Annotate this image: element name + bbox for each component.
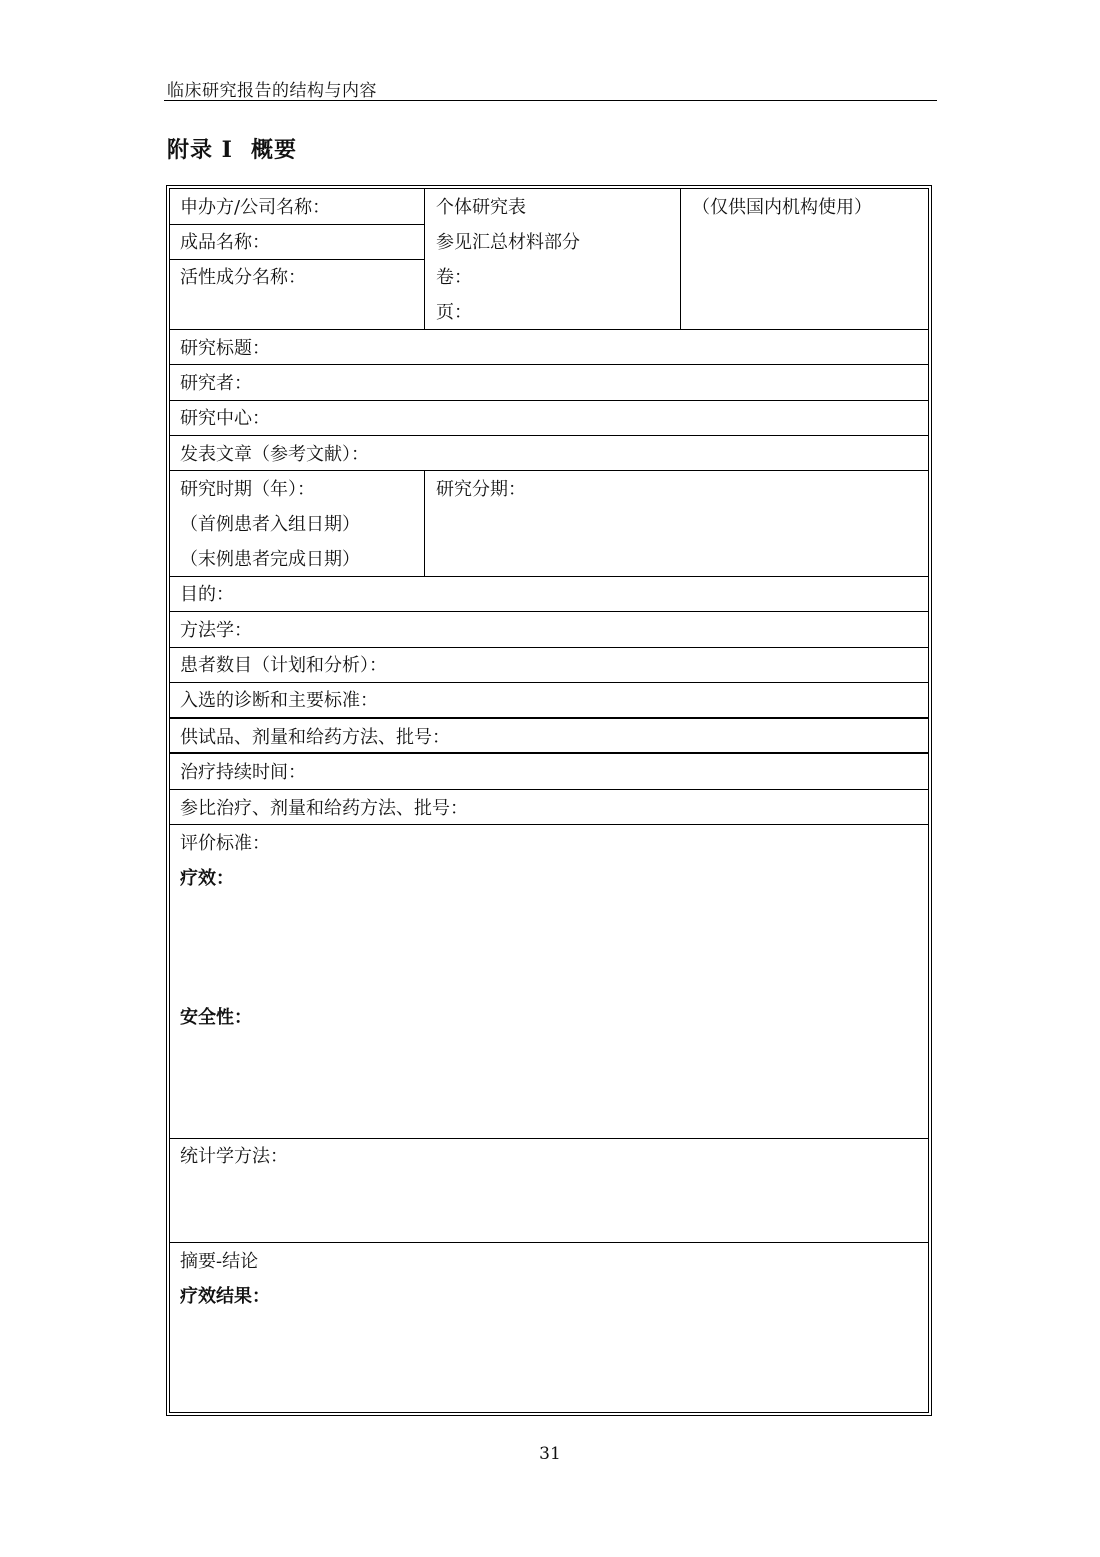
evaluation-label: 评价标准：: [180, 833, 270, 854]
row-divider: [170, 364, 928, 365]
row-divider: [170, 329, 928, 330]
last-patient-label: （末例患者完成日期）: [180, 549, 360, 570]
row-divider: [170, 1242, 928, 1243]
study-phase-label: 研究分期：: [436, 479, 526, 500]
volume-label: 卷：: [436, 267, 472, 288]
page-label: 页：: [436, 302, 472, 323]
section-title: [167, 133, 297, 164]
row-divider: [170, 682, 928, 683]
first-patient-label: （首例患者入组日期）: [180, 514, 360, 535]
synopsis-form-frame: [166, 185, 932, 1416]
column-divider: [424, 189, 425, 329]
individual-table-label: 个体研究表: [436, 197, 526, 218]
safety-label: 安全性：: [180, 1007, 252, 1028]
study-period-label: 研究时期（年）：: [180, 479, 315, 500]
test-product-label: 供试品、剂量和给药方法、批号：: [180, 727, 450, 748]
appendix-label: 附录 I: [167, 137, 233, 163]
row-divider: [170, 717, 928, 719]
inclusion-label: 入选的诊断和主要标准：: [180, 690, 378, 711]
efficacy-results-label: 疗效结果：: [180, 1286, 270, 1307]
patient-numbers-label: 患者数目（计划和分析）：: [180, 655, 387, 676]
domestic-use-label: （仅供国内机构使用）: [692, 197, 872, 218]
row-divider: [170, 224, 424, 225]
publications-label: 发表文章（参考文献）：: [180, 444, 369, 465]
statistics-label: 统计学方法：: [180, 1146, 288, 1167]
row-divider: [170, 789, 928, 790]
row-divider: [170, 647, 928, 648]
summary-conclusion-label: 摘要-结论: [180, 1251, 259, 1272]
running-header: 临床研究报告的结构与内容: [167, 81, 377, 101]
appendix-title: 概要: [250, 137, 297, 163]
study-center-label: 研究中心：: [180, 408, 270, 429]
investigators-label: 研究者：: [180, 373, 252, 394]
row-divider: [170, 611, 928, 612]
row-divider: [170, 576, 928, 577]
sponsor-label: 申办方/公司名称：: [180, 197, 331, 218]
row-divider: [170, 1138, 928, 1139]
objectives-label: 目的：: [180, 584, 234, 605]
synopsis-form: [169, 188, 929, 1413]
row-divider: [170, 259, 424, 260]
row-divider: [170, 752, 928, 754]
methodology-label: 方法学：: [180, 620, 252, 641]
duration-label: 治疗持续时间：: [180, 762, 306, 783]
see-summary-label: 参见汇总材料部分: [436, 232, 580, 253]
header-rule: [164, 100, 937, 101]
active-ingredient-label: 活性成分名称：: [180, 267, 306, 288]
row-divider: [170, 470, 928, 471]
column-divider: [424, 470, 425, 576]
product-label: 成品名称：: [180, 232, 270, 253]
column-divider: [680, 189, 681, 329]
row-divider: [170, 435, 928, 436]
efficacy-label: 疗效：: [180, 868, 234, 889]
study-title-label: 研究标题：: [180, 338, 270, 359]
page-number: 31: [539, 1444, 561, 1464]
row-divider: [170, 400, 928, 401]
row-divider: [170, 824, 928, 825]
reference-therapy-label: 参比治疗、剂量和给药方法、批号：: [180, 798, 468, 819]
